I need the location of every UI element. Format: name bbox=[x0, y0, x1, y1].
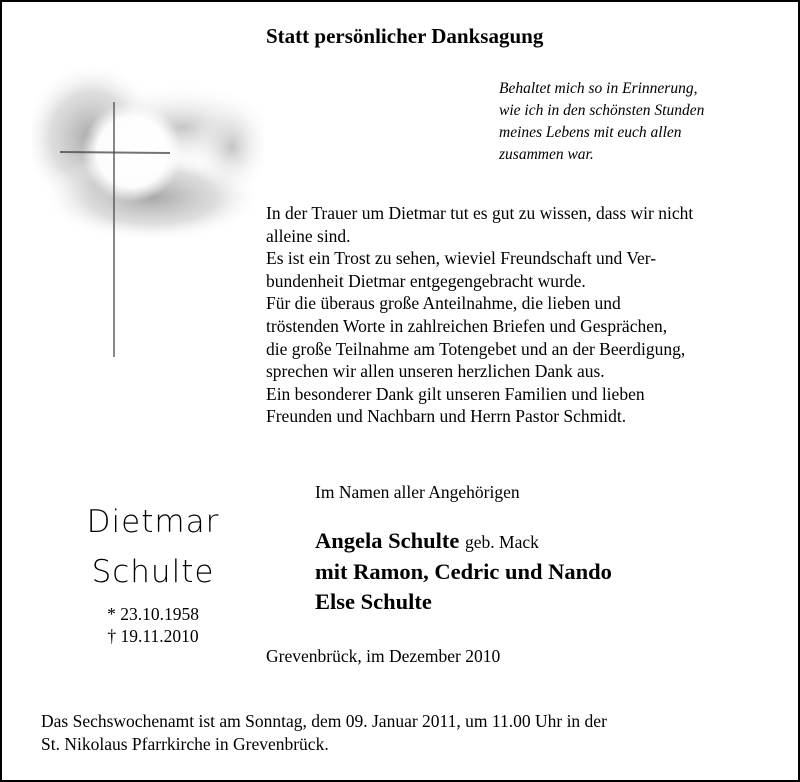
place-and-date: Grevenbrück, im Dezember 2010 bbox=[266, 646, 501, 666]
deceased-name bbox=[42, 497, 264, 597]
quote-line: zusammen war. bbox=[499, 146, 594, 163]
signer-line bbox=[315, 526, 612, 557]
requiem-mass-note bbox=[41, 710, 607, 755]
quote-line: wie ich in den schönsten Stunden bbox=[499, 102, 705, 119]
death-date: † 19.11.2010 bbox=[107, 626, 199, 646]
footer-line: St. Nikolaus Pfarrkirche in Grevenbrück. bbox=[41, 733, 329, 754]
cross-horizontal-beam bbox=[60, 152, 170, 153]
maiden-name-note: geb. Mack bbox=[465, 532, 539, 552]
body-line: die große Teilnahme am Totengebet und an der Beerdigung, bbox=[266, 338, 686, 359]
memorial-quote bbox=[499, 78, 704, 166]
cross-cloud-image bbox=[32, 57, 264, 367]
body-line: sprechen wir allen unseren herzlichen Dank aus. bbox=[266, 361, 605, 382]
quote-line: Behaltet mich so in Erinnerung, bbox=[499, 80, 698, 97]
birth-date: * 23.10.1958 bbox=[107, 604, 199, 624]
body-line: Ein besonderer Dank gilt unseren Familien und lieben bbox=[266, 383, 645, 404]
body-line: In der Trauer um Dietmar tut es gut zu wissen, dass wir nicht bbox=[266, 203, 694, 223]
body-line: alleine sind. bbox=[266, 225, 351, 246]
body-line: Es ist ein Trost zu sehen, wieviel Freundschaft und Ver- bbox=[266, 248, 657, 269]
footer-line: Das Sechswochenamt ist am Sonntag, dem 09. Januar 2011, um 11.00 Uhr in der bbox=[41, 711, 607, 731]
notice-heading: Statt persönlicher Danksagung bbox=[266, 24, 544, 48]
body-line: bundenheit Dietmar entgegengebracht wurde. bbox=[266, 270, 586, 291]
gratitude-text bbox=[266, 202, 693, 428]
quote-line: meines Lebens mit euch allen bbox=[499, 124, 682, 141]
life-dates bbox=[42, 603, 264, 647]
deceased-first-name: Dietmar bbox=[86, 504, 220, 540]
signer-line: Else Schulte bbox=[315, 589, 432, 614]
signer-name: Angela Schulte bbox=[315, 528, 460, 553]
signers-block bbox=[315, 526, 612, 617]
signer-line: mit Ramon, Cedric und Nando bbox=[315, 559, 612, 584]
body-line: Für die überaus große Anteilnahme, die lieben und bbox=[266, 293, 621, 314]
deceased-last-name: Schulte bbox=[91, 554, 215, 590]
body-line: Freunden und Nachbarn und Herrn Pastor Schmidt. bbox=[266, 406, 627, 427]
on-behalf-line: Im Namen aller Angehörigen bbox=[315, 482, 520, 502]
body-line: tröstenden Worte in zahlreichen Briefen und Gesprächen, bbox=[266, 315, 668, 336]
